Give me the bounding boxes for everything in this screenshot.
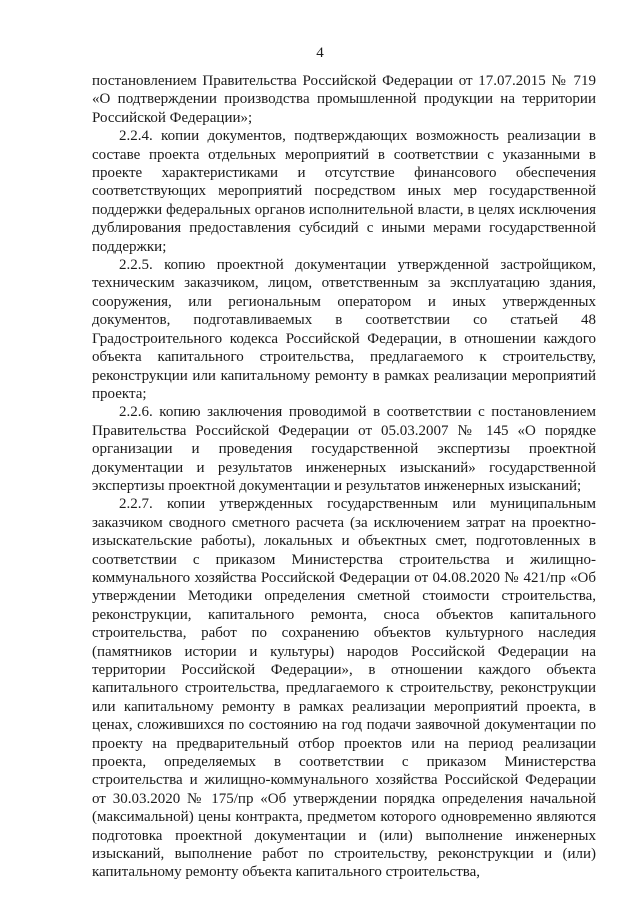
paragraph-2-2-7: 2.2.7. копии утвержденных государственным или муниципальным заказчиком сводного сметного расчета (за исключением затрат на проектно-изыскательские работы), локальных и объектных смет, подготовленных в соответствии с приказом Министерства строительства и жилищно-коммунального хозяйства Российской Федерации от 04.08.2020 № 421/пр «Об утверждении Методики определения сметной стоимости строительства, реконструкции, капитального ремонта, сноса объектов капитального строительства, работ по сохранению объектов культурного наследия (памятников истории и культуры) народов Российской Федерации на территории Российской Федерации», в отношении каждого объекта капитального строительства, предлагаемого к строительству, реконструкции или капитальному ремонту в рамках реализации мероприятий проекта, в ценах, сложившихся по состоянию на год подачи заявочной документации по проекту на предварительный отбор проектов или на период реализации проекта, определяемых в соответствии с приказом Министерства строительства и жилищно-коммунального хозяйства Российской Федерации от 30.03.2020 № 175/пр «Об утверждении порядка определения начальной (максимальной) цены контракта, предметом которого одновременно являются подготовка проектной документации и (или) выполнение инженерных изысканий, выполнение работ по строительству, реконструкции и (или) капитальному ремонту объекта капитального строительства, (92, 496, 596, 881)
page-number: 4 (316, 45, 324, 61)
paragraph-2-2-4: 2.2.4. копии документов, подтверждающих возможность реализации в составе проекта отдельных мероприятий в соответствии с указанными в проекте характеристиками и отсутствие финансового обеспечения соответствующих мероприятий посредством иных мер государственной поддержки федеральных органов исполнительной власти, в целях исключения дублирования предоставления субсидий с иными мерами государственной поддержки; (92, 128, 596, 255)
paragraph-2-2-5: 2.2.5. копию проектной документации утвержденной застройщиком, техническим заказчиком, лицом, ответственным за эксплуатацию здания, сооружения, или региональным оператором и иных утвержденных документов, подготавливаемых в соответствии со статьей 48 Градостроительного кодекса Российской Федерации, в отношении каждого объекта капитального строительства, предлагаемого к строительству, реконструкции или капитальному ремонту в рамках реализации мероприятий проекта; (92, 257, 596, 402)
paragraph-continuation: постановлением Правительства Российской Федерации от 17.07.2015 № 719 «О подтверждении производства промышленной продукции на территории Российской Федерации»; (92, 73, 596, 126)
document-body (92, 72, 596, 882)
paragraph-2-2-6: 2.2.6. копию заключения проводимой в соответствии с постановлением Правительства Российской Федерации от 05.03.2007 № 145 «О порядке организации и проведения государственной экспертизы проектной документации и результатов инженерных изысканий» государственной экспертизы проектной документации и результатов инженерных изысканий; (92, 404, 596, 494)
